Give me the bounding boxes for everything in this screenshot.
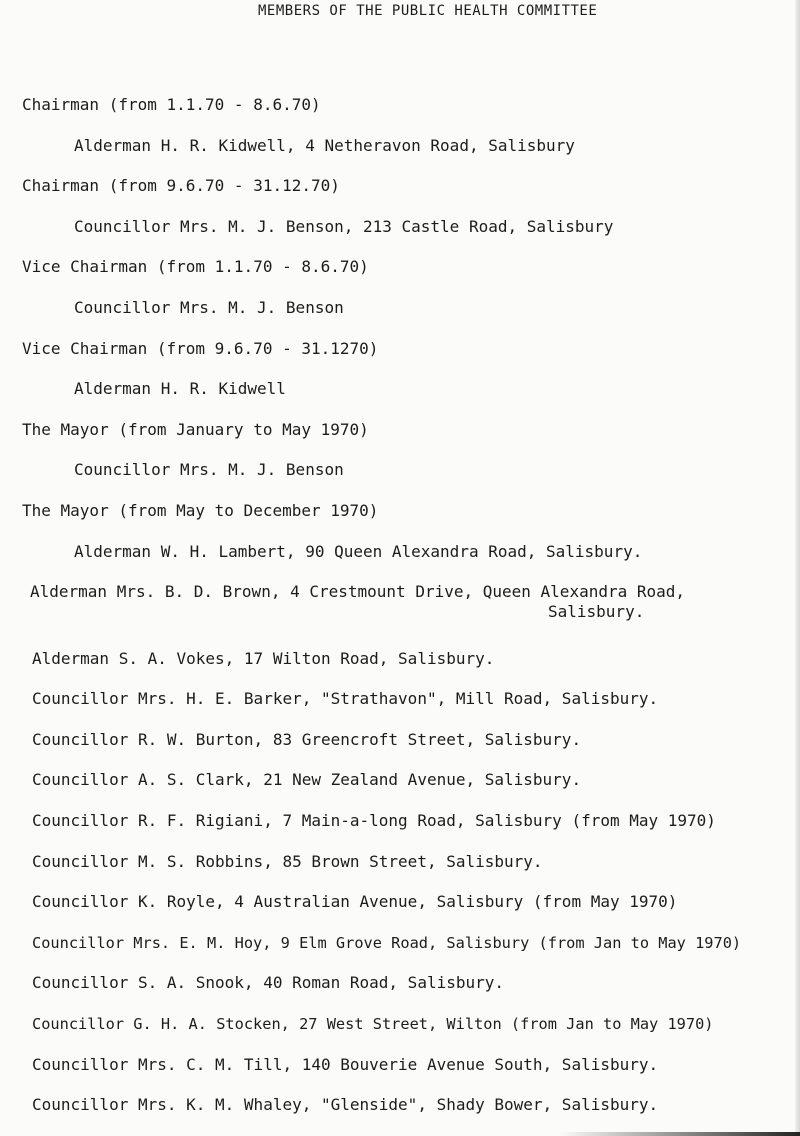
section-member: Alderman H. R. Kidwell <box>74 379 286 398</box>
member-line: Councillor Mrs. H. E. Barker, "Strathavon", Mill Road, Salisbury. <box>32 689 659 708</box>
member-line: Councillor Mrs. K. M. Whaley, "Glenside", Shady Bower, Salisbury. <box>32 1095 659 1114</box>
page-edge <box>795 0 800 1136</box>
member-line-continuation: Salisbury. <box>548 602 645 621</box>
member-line: Councillor G. H. A. Stocken, 27 West Street, Wilton (from Jan to May 1970) <box>32 1015 714 1033</box>
section-member: Alderman W. H. Lambert, 90 Queen Alexandra Road, Salisbury. <box>74 542 643 561</box>
section-heading: Vice Chairman (from 9.6.70 - 31.1270) <box>22 339 379 358</box>
member-line: Councillor S. A. Snook, 40 Roman Road, Salisbury. <box>32 973 505 992</box>
member-line: Councillor Mrs. C. M. Till, 140 Bouverie Avenue South, Salisbury. <box>32 1055 659 1074</box>
section-member: Councillor Mrs. M. J. Benson <box>74 298 344 317</box>
section-heading: Chairman (from 1.1.70 - 8.6.70) <box>22 95 321 114</box>
member-line: Councillor A. S. Clark, 21 New Zealand Avenue, Salisbury. <box>32 770 582 789</box>
member-line: Alderman S. A. Vokes, 17 Wilton Road, Salisbury. <box>32 649 495 668</box>
member-line: Councillor K. Royle, 4 Australian Avenue, Salisbury (from May 1970) <box>32 892 678 911</box>
member-line: Alderman Mrs. B. D. Brown, 4 Crestmount Drive, Queen Alexandra Road, <box>30 582 686 601</box>
section-heading: The Mayor (from May to December 1970) <box>22 501 379 520</box>
page-bottom-edge <box>0 1132 800 1136</box>
page-title: MEMBERS OF THE PUBLIC HEALTH COMMITTEE <box>258 3 598 19</box>
section-heading: Vice Chairman (from 1.1.70 - 8.6.70) <box>22 257 369 276</box>
member-line: Councillor R. F. Rigiani, 7 Main-a-long Road, Salisbury (from May 1970) <box>32 811 716 830</box>
section-heading: The Mayor (from January to May 1970) <box>22 420 369 439</box>
section-member: Alderman H. R. Kidwell, 4 Netheravon Road, Salisbury <box>74 136 575 155</box>
section-heading: Chairman (from 9.6.70 - 31.12.70) <box>22 176 340 195</box>
member-line: Councillor R. W. Burton, 83 Greencroft Street, Salisbury. <box>32 730 582 749</box>
section-member: Councillor Mrs. M. J. Benson <box>74 460 344 479</box>
member-line: Councillor M. S. Robbins, 85 Brown Street, Salisbury. <box>32 852 543 871</box>
section-member: Councillor Mrs. M. J. Benson, 213 Castle Road, Salisbury <box>74 217 614 236</box>
member-line: Councillor Mrs. E. M. Hoy, 9 Elm Grove Road, Salisbury (from Jan to May 1970) <box>32 934 742 952</box>
